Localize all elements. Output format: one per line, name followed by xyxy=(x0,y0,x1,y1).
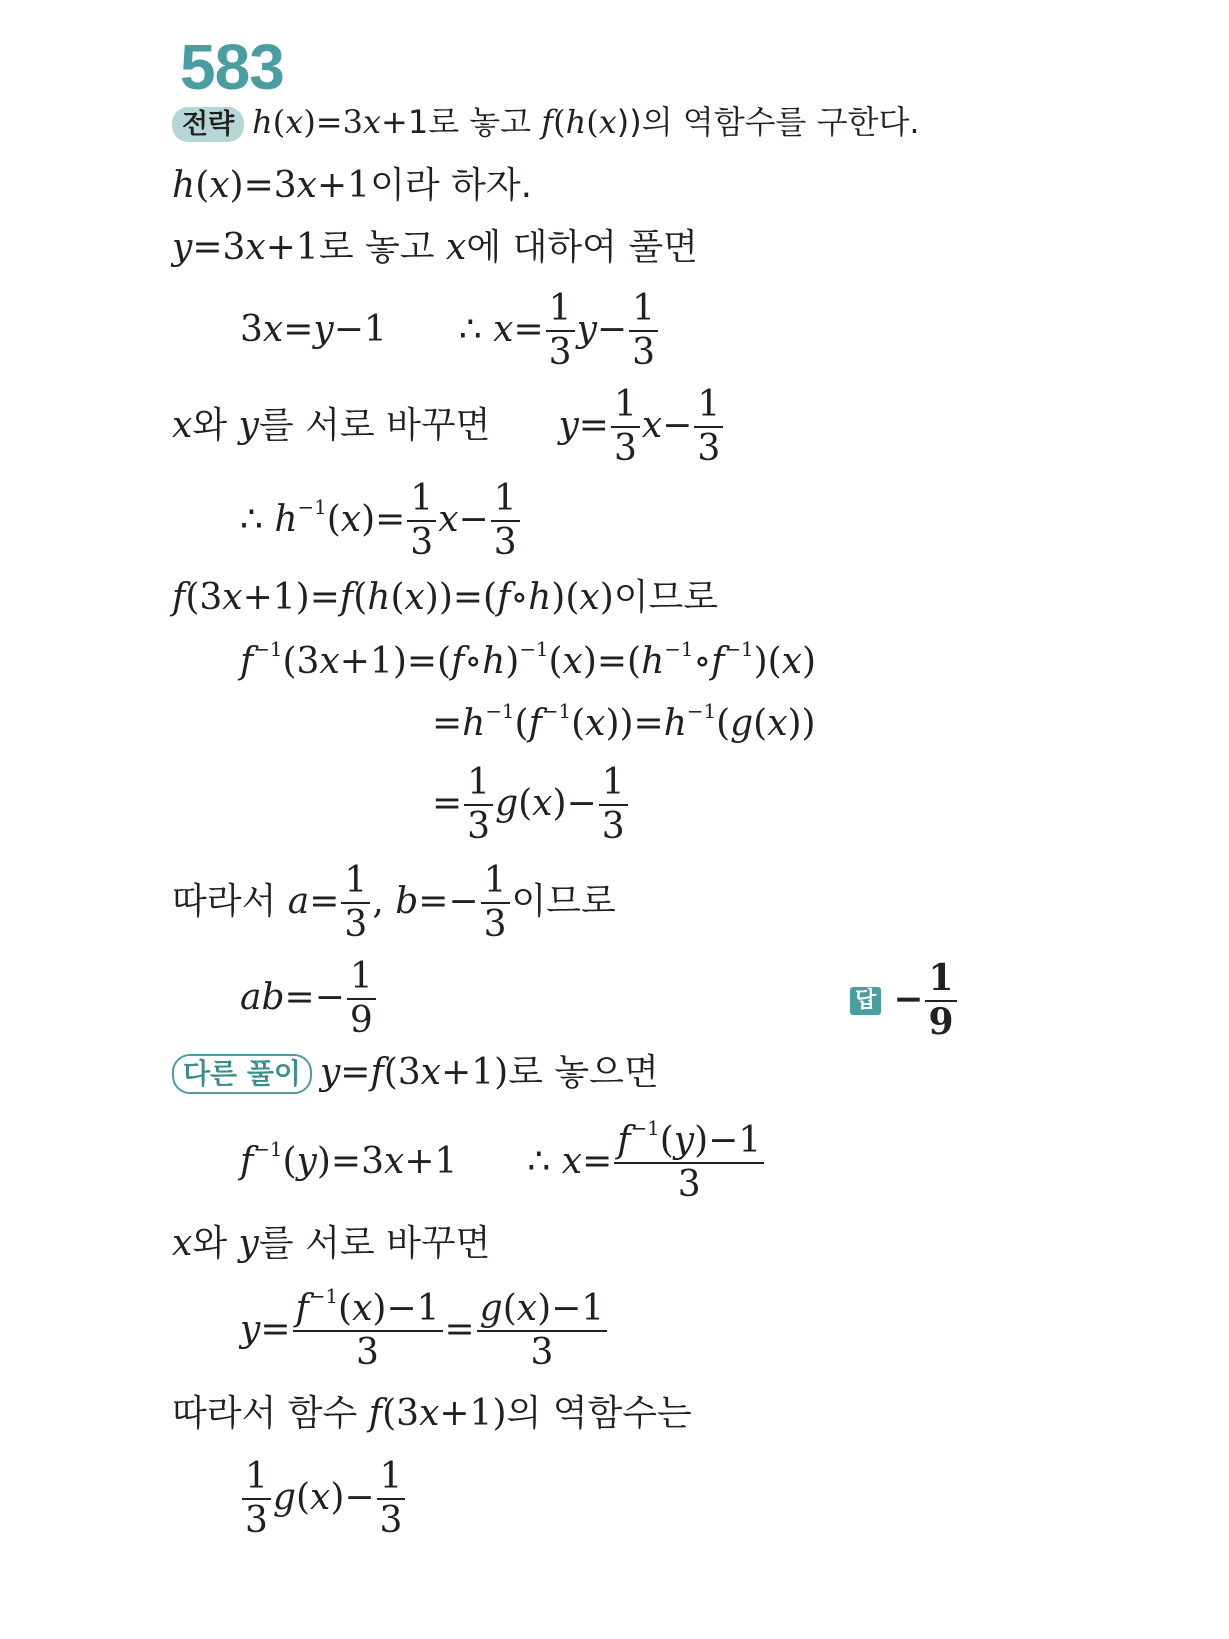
fraction: $\frac{1}{3}$ xyxy=(611,386,640,468)
alt-line-3: y= $\frac{f^{-1}(x)-1}{3}$ = $\frac{g(x)-1}{3}$ xyxy=(240,1290,609,1372)
answer: 답 − $\frac{1}{9}$ xyxy=(850,960,959,1042)
solution-line-10: 따라서 a= $\frac{1}{3}$ , b=− $\frac{1}{3}$ 이므로 xyxy=(172,860,616,945)
solution-line-1: h(x)=3x+1이라 하자. xyxy=(172,165,533,206)
solution-line-9: = $\frac{1}{3}$ g(x)− $\frac{1}{3}$ xyxy=(432,764,630,846)
problem-number: 583 xyxy=(180,31,284,103)
solution-line-4: x와 y를 서로 바꾸면 y= $\frac{1}{3}$ x− $\frac{1}{3}$ xyxy=(172,386,725,468)
solution-line-7: $f^{-1}(3x+1)=(f\circ h)^{-1}(x)=(h^{-1}\circ f^{-1})(x)$ xyxy=(240,638,817,682)
fraction: $\frac{1}{3}$ xyxy=(546,290,575,372)
solution-line-5: ∴ $h^{-1}(x)=$ $\frac{1}{3}$ x− $\frac{1}{3}$ xyxy=(240,480,522,562)
strategy-line: 전략 h(x)=3x+1로 놓고 f(h(x))의 역함수를 구한다. xyxy=(172,106,920,142)
solution-line-6: f(3x+1)=f(h(x))=(f∘h)(x)이므로 xyxy=(172,577,719,618)
strategy-badge: 전략 xyxy=(172,107,244,142)
answer-badge: 답 xyxy=(850,987,881,1015)
alt-solution-line: 다른 풀이 y=f(3x+1)로 놓으면 xyxy=(172,1054,659,1094)
alt-solution-badge: 다른 풀이 xyxy=(172,1054,312,1094)
fraction: $\frac{1}{3}$ xyxy=(341,862,370,944)
solution-line-3: 3x=y−1 ∴ x= $\frac{1}{3}$ y− $\frac{1}{3}$ xyxy=(240,290,660,372)
fraction: $\frac{1}{3}$ xyxy=(491,480,520,562)
solution-line-11: ab=− $\frac{1}{9}$ xyxy=(240,958,378,1040)
alt-line-1: $f^{-1}(y)=3x+1$ ∴ x= $\frac{f^{-1}(y)-1}{3}$ xyxy=(240,1122,766,1204)
alt-line-2: x와 y를 서로 바꾸면 xyxy=(172,1223,491,1264)
fraction: $\frac{g(x)-1}{3}$ xyxy=(477,1290,608,1372)
fraction: $\frac{1}{3}$ xyxy=(377,1458,406,1540)
fraction: $\frac{f^{-1}(x)-1}{3}$ xyxy=(293,1290,443,1372)
alt-line-4: 따라서 함수 f(3x+1)의 역함수는 xyxy=(172,1393,692,1434)
solution-line-2: y=3x+1로 놓고 x에 대하여 풀면 xyxy=(172,227,698,268)
fraction: $\frac{1}{3}$ xyxy=(407,480,436,562)
fraction: $\frac{1}{9}$ xyxy=(347,958,376,1040)
fraction: $\frac{1}{3}$ xyxy=(464,764,493,846)
answer-fraction: $\frac{1}{9}$ xyxy=(925,960,956,1042)
fraction: $\frac{1}{3}$ xyxy=(629,290,658,372)
fraction: $\frac{1}{3}$ xyxy=(694,386,723,468)
alt-line-5: $\frac{1}{3}$ g(x)− $\frac{1}{3}$ xyxy=(240,1458,407,1540)
fraction: $\frac{1}{3}$ xyxy=(599,764,628,846)
fraction: $\frac{1}{3}$ xyxy=(242,1458,271,1540)
fraction: $\frac{f^{-1}(y)-1}{3}$ xyxy=(614,1122,764,1204)
fraction: $\frac{1}{3}$ xyxy=(481,862,510,944)
solution-line-8: $=h^{-1}(f^{-1}(x))=h^{-1}(g(x))$ xyxy=(432,700,816,744)
